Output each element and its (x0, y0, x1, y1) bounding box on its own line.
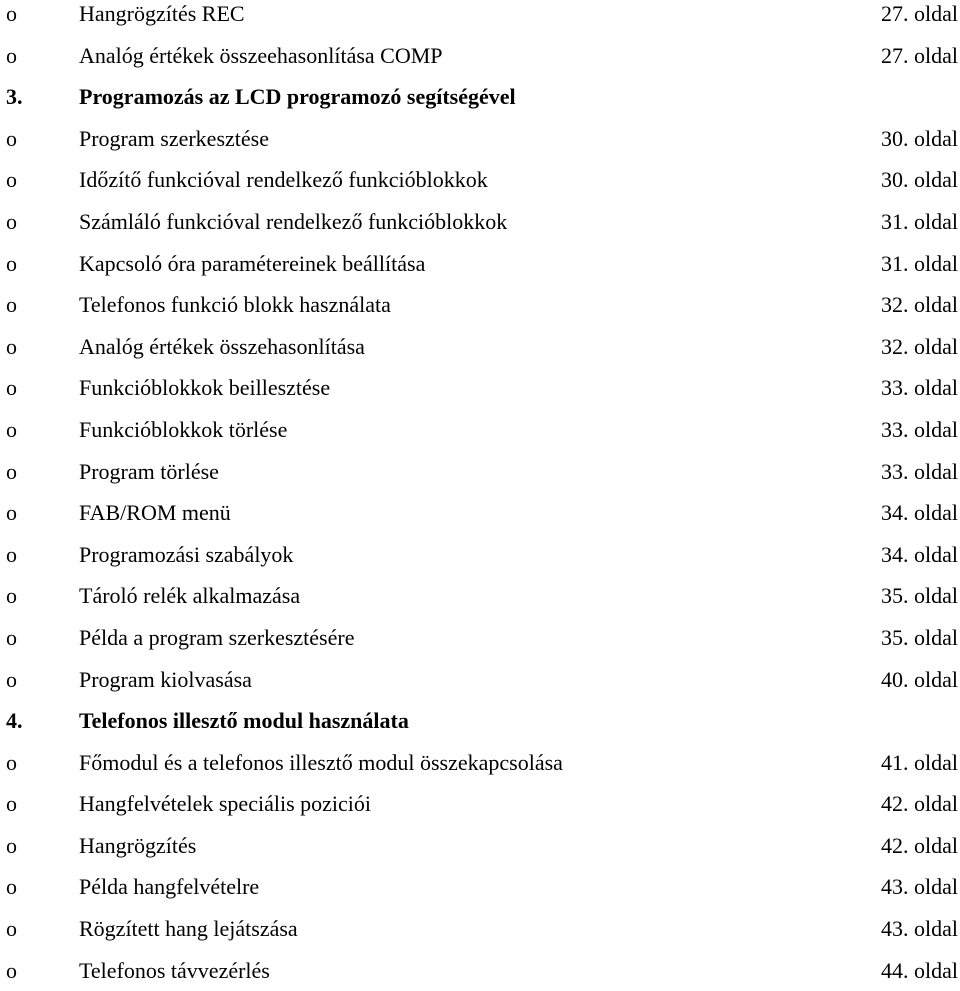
bullet-marker: o (6, 250, 17, 276)
toc-section-heading (0, 76, 960, 118)
entry-title: Program kiolvasása (79, 666, 252, 692)
toc-entry (0, 908, 960, 950)
toc-entry (0, 950, 960, 991)
entry-page: 34. oldal (881, 541, 958, 567)
entry-title: Rögzített hang lejátszása (79, 916, 298, 942)
toc-entry (0, 659, 960, 701)
entry-page: 41. oldal (881, 749, 958, 775)
section-number: 4. (6, 708, 23, 734)
bullet-marker: o (6, 333, 17, 359)
entry-page: 30. oldal (881, 167, 958, 193)
entry-page: 34. oldal (881, 500, 958, 526)
entry-title: Funkcióblokkok beillesztése (79, 375, 331, 401)
entry-title: Hangrögzítés REC (79, 1, 245, 26)
bullet-marker: o (6, 292, 17, 318)
entry-title: Programozási szabályok (79, 541, 294, 567)
entry-page: 44. oldal (881, 957, 958, 983)
entry-page: 33. oldal (881, 416, 958, 442)
entry-title: Hangfelvételek speciális poziciói (79, 791, 371, 817)
toc-entry (0, 783, 960, 825)
bullet-marker: o (6, 583, 17, 609)
entry-page: 40. oldal (881, 666, 958, 692)
entry-title: Számláló funkcióval rendelkező funkcióblokkok (79, 208, 508, 234)
entry-page: 27. oldal (881, 1, 958, 26)
bullet-marker: o (6, 832, 17, 858)
entry-page: 35. oldal (881, 624, 958, 650)
entry-title: FAB/ROM menü (79, 500, 231, 526)
bullet-marker: o (6, 666, 17, 692)
section-number: 3. (6, 84, 23, 110)
entry-page: 30. oldal (881, 125, 958, 151)
section-title: Telefonos illesztő modul használata (79, 708, 409, 734)
toc-entry (0, 118, 960, 160)
bullet-marker: o (6, 125, 17, 151)
bullet-marker: o (6, 42, 17, 68)
entry-title: Példa a program szerkesztésére (79, 624, 355, 650)
toc-entry (0, 825, 960, 867)
entry-title: Program törlése (79, 458, 219, 484)
entry-title: Hangrögzítés (79, 832, 197, 858)
entry-title: Analóg értékek összeehasonlítása COMP (79, 42, 443, 68)
bullet-marker: o (6, 208, 17, 234)
section-title: Programozás az LCD programozó segítségével (79, 84, 516, 110)
entry-title: Telefonos távvezérlés (79, 957, 270, 983)
toc-entry (0, 409, 960, 451)
toc-entry (0, 201, 960, 243)
toc-entry (0, 534, 960, 576)
toc-entry (0, 742, 960, 784)
entry-page: 43. oldal (881, 874, 958, 900)
bullet-marker: o (6, 541, 17, 567)
bullet-marker: o (6, 375, 17, 401)
entry-title: Analóg értékek összehasonlítása (79, 333, 365, 359)
entry-title: Főmodul és a telefonos illesztő modul összekapcsolása (79, 749, 563, 775)
bullet-marker: o (6, 416, 17, 442)
entry-page: 31. oldal (881, 208, 958, 234)
bullet-marker: o (6, 624, 17, 650)
entry-page: 32. oldal (881, 333, 958, 359)
bullet-marker: o (6, 874, 17, 900)
toc-entry (0, 575, 960, 617)
toc-entry (0, 0, 960, 35)
entry-title: Telefonos funkció blokk használata (79, 292, 391, 318)
bullet-marker: o (6, 1, 17, 26)
toc-entry (0, 492, 960, 534)
toc-entry (0, 367, 960, 409)
toc-entry (0, 159, 960, 201)
toc-section-heading (0, 700, 960, 742)
entry-page: 31. oldal (881, 250, 958, 276)
entry-page: 27. oldal (881, 42, 958, 68)
entry-page: 42. oldal (881, 791, 958, 817)
entry-title: Időzítő funkcióval rendelkező funkcióblokkok (79, 167, 488, 193)
entry-title: Program szerkesztése (79, 125, 269, 151)
toc-entry (0, 243, 960, 285)
entry-title: Funkcióblokkok törlése (79, 416, 288, 442)
entry-page: 35. oldal (881, 583, 958, 609)
toc-entry (0, 284, 960, 326)
entry-page: 42. oldal (881, 832, 958, 858)
bullet-marker: o (6, 167, 17, 193)
bullet-marker: o (6, 791, 17, 817)
bullet-marker: o (6, 500, 17, 526)
toc-entry (0, 35, 960, 77)
bullet-marker: o (6, 458, 17, 484)
entry-title: Kapcsoló óra paramétereinek beállítása (79, 250, 426, 276)
bullet-marker: o (6, 749, 17, 775)
entry-title: Tároló relék alkalmazása (79, 583, 301, 609)
entry-title: Példa hangfelvételre (79, 874, 260, 900)
entry-page: 32. oldal (881, 292, 958, 318)
bullet-marker: o (6, 957, 17, 983)
entry-page: 33. oldal (881, 458, 958, 484)
toc-entry (0, 617, 960, 659)
entry-page: 33. oldal (881, 375, 958, 401)
toc-entry (0, 326, 960, 368)
toc-entry (0, 866, 960, 908)
toc-entry (0, 451, 960, 493)
bullet-marker: o (6, 916, 17, 942)
entry-page: 43. oldal (881, 916, 958, 942)
